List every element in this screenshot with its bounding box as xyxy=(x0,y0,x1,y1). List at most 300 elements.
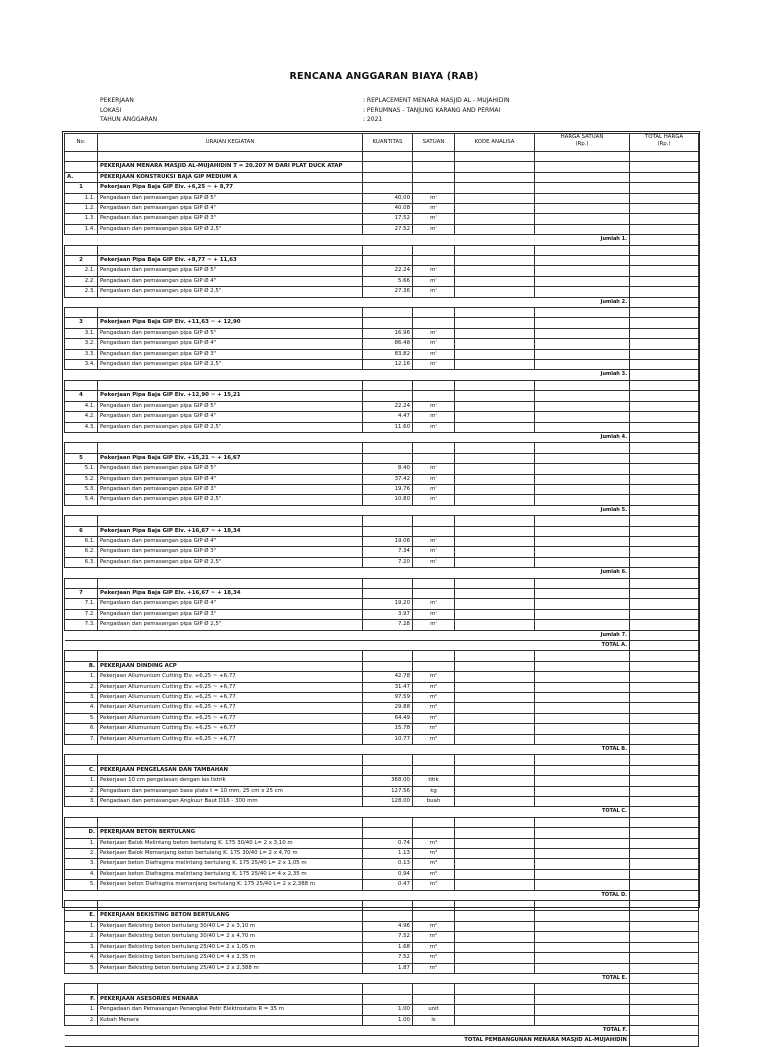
row-harga-satuan xyxy=(535,734,630,744)
blank-row xyxy=(65,152,699,162)
row-total-harga xyxy=(630,547,699,557)
blank-cell xyxy=(455,308,535,318)
blank-cell xyxy=(65,380,98,390)
row-description: Pekerjaan Allumunium Cutting Elv. +6,25 ~ +6,77 xyxy=(98,672,363,682)
row-total-harga xyxy=(630,193,699,203)
blank-cell xyxy=(455,443,535,453)
row-unit: buah xyxy=(413,797,455,807)
row-description: Pekerjaan Balok Memanjang beton bertulang K. 175 30/40 L= 2 x 4,70 m xyxy=(98,849,363,859)
blank-cell xyxy=(413,308,455,318)
row-unit: m' xyxy=(413,266,455,276)
row-description: Pekerjaan Pipa Baja GIP Elv. +8,77 ~ + 11,63 xyxy=(98,256,363,266)
row-harga-satuan xyxy=(535,214,630,224)
total-harga-cell xyxy=(630,1025,699,1035)
row-description: Pengadaan dan pemasangan pipa GIP Ø 5" xyxy=(98,266,363,276)
meta-value-pekerjaan: : REPLACEMENT MENARA MASJID AL - MUJAHIDIN xyxy=(363,97,510,104)
row-description: Pekerjaan Pipa Baja GIP Elv. +11,63 ~ + 12,90 xyxy=(98,318,363,328)
row-harga-satuan xyxy=(535,921,630,931)
row-kode-analisa xyxy=(455,849,535,859)
row-number: 3. xyxy=(65,693,98,703)
blank-cell xyxy=(363,984,413,994)
blank-cell xyxy=(535,308,630,318)
row-description: Pengadaan dan pemasangan base plate t = 10 mm, 25 cm x 25 cm xyxy=(98,786,363,796)
row-quantity: 19.06 xyxy=(363,536,413,546)
row-unit: m' xyxy=(413,547,455,557)
blank-cell xyxy=(98,443,363,453)
blank-cell xyxy=(455,984,535,994)
total-harga-cell xyxy=(630,568,699,578)
row-unit xyxy=(413,911,455,921)
blank-cell xyxy=(630,817,699,827)
blank-cell xyxy=(630,651,699,661)
header-total-harga: TOTAL HARGA (Rp.) xyxy=(630,134,699,152)
row-harga-satuan xyxy=(535,703,630,713)
row-number: 6.2. xyxy=(65,547,98,557)
blank-cell xyxy=(630,578,699,588)
blank-cell xyxy=(455,380,535,390)
row-harga-satuan xyxy=(535,266,630,276)
row-unit: m' xyxy=(413,328,455,338)
row-number: 2.2. xyxy=(65,276,98,286)
row-unit xyxy=(413,661,455,671)
blank-cell xyxy=(413,755,455,765)
row-number: D. xyxy=(65,828,98,838)
row-description: Pengadaan dan pemasangan pipa GIP Ø 4" xyxy=(98,339,363,349)
row-total-harga xyxy=(630,859,699,869)
row-unit: m² xyxy=(413,713,455,723)
table-row xyxy=(65,734,699,744)
row-total-harga xyxy=(630,620,699,630)
blank-cell xyxy=(65,901,98,911)
row-harga-satuan xyxy=(535,682,630,692)
row-number: 1 xyxy=(65,183,98,193)
blank-cell xyxy=(630,245,699,255)
row-kode-analisa xyxy=(455,765,535,775)
blank-cell xyxy=(630,755,699,765)
blank-cell xyxy=(535,443,630,453)
row-harga-satuan xyxy=(535,526,630,536)
row-unit xyxy=(413,183,455,193)
total-harga-cell xyxy=(630,505,699,515)
row-number: 4. xyxy=(65,953,98,963)
blank-cell xyxy=(413,516,455,526)
row-description: Pekerjaan Balok Melintang beton bertulang K. 175 30/40 L= 2 x 3,10 m xyxy=(98,838,363,848)
blank-row xyxy=(65,578,699,588)
blank-cell xyxy=(630,308,699,318)
row-total-harga xyxy=(630,256,699,266)
row-unit: m' xyxy=(413,495,455,505)
blank-cell xyxy=(535,755,630,765)
row-unit: m³ xyxy=(413,859,455,869)
blank-row xyxy=(65,380,699,390)
row-unit: m² xyxy=(413,942,455,952)
row-number: 2. xyxy=(65,1015,98,1025)
row-total-harga xyxy=(630,453,699,463)
total-harga-cell xyxy=(630,973,699,983)
row-unit xyxy=(413,588,455,598)
row-harga-satuan xyxy=(535,453,630,463)
row-total-harga xyxy=(630,412,699,422)
row-description: Pekerjaan Bekisting beton bertulang 25/40 L= 2 x 1,05 m xyxy=(98,942,363,952)
row-quantity xyxy=(363,911,413,921)
row-description: Pekerjaan 10 cm pengelasan dengan las listrik xyxy=(98,776,363,786)
row-number xyxy=(65,162,98,172)
row-total-harga xyxy=(630,713,699,723)
row-kode-analisa xyxy=(455,328,535,338)
row-harga-satuan xyxy=(535,859,630,869)
row-number: 2. xyxy=(65,786,98,796)
row-unit: m' xyxy=(413,536,455,546)
row-quantity: 1.00 xyxy=(363,1015,413,1025)
row-number: 3.2. xyxy=(65,339,98,349)
row-kode-analisa xyxy=(455,828,535,838)
table-row xyxy=(65,339,699,349)
row-unit: m³ xyxy=(413,838,455,848)
row-harga-satuan xyxy=(535,932,630,942)
blank-cell xyxy=(630,380,699,390)
row-number: 4 xyxy=(65,391,98,401)
blank-row xyxy=(65,817,699,827)
row-quantity xyxy=(363,661,413,671)
row-description: Pekerjaan beton Diafragma memanjang bertulang K. 175 25/40 L= 2 x 2,388 m xyxy=(98,880,363,890)
row-kode-analisa xyxy=(455,786,535,796)
row-unit xyxy=(413,765,455,775)
row-quantity: 7.28 xyxy=(363,620,413,630)
row-quantity xyxy=(363,453,413,463)
row-harga-satuan xyxy=(535,693,630,703)
subtotal-label: Jumlah 7. xyxy=(65,630,630,640)
row-total-harga xyxy=(630,276,699,286)
row-kode-analisa xyxy=(455,172,535,182)
blank-cell xyxy=(363,380,413,390)
row-number: 7.3. xyxy=(65,620,98,630)
row-total-harga xyxy=(630,318,699,328)
total-harga-cell xyxy=(630,297,699,307)
rab-table xyxy=(64,133,699,1047)
row-description: PEKERJAAN KONSTRUKSI BAJA GIP MEDIUM A xyxy=(98,172,363,182)
subtotal-label: TOTAL E. xyxy=(65,973,630,983)
row-number: 1.3. xyxy=(65,214,98,224)
meta-label-lokasi: LOKASI xyxy=(100,106,122,114)
row-description: Pekerjaan Allumunium Cutting Elv. +6,25 ~ +6,77 xyxy=(98,703,363,713)
blank-cell xyxy=(455,651,535,661)
table-row xyxy=(65,412,699,422)
row-harga-satuan xyxy=(535,609,630,619)
row-number: 5.4. xyxy=(65,495,98,505)
row-quantity xyxy=(363,765,413,775)
row-kode-analisa xyxy=(455,1005,535,1015)
row-description: Pengadaan dan pemasangan pipa GIP Ø 4" xyxy=(98,276,363,286)
row-total-harga xyxy=(630,963,699,973)
row-harga-satuan xyxy=(535,713,630,723)
row-total-harga xyxy=(630,869,699,879)
row-unit: m' xyxy=(413,214,455,224)
table-row xyxy=(65,921,699,931)
blank-cell xyxy=(98,380,363,390)
row-unit: m' xyxy=(413,401,455,411)
blank-cell xyxy=(363,245,413,255)
row-total-harga xyxy=(630,474,699,484)
total-harga-cell xyxy=(630,432,699,442)
row-unit: m' xyxy=(413,349,455,359)
row-unit xyxy=(413,318,455,328)
row-total-harga xyxy=(630,162,699,172)
total-harga-cell xyxy=(630,235,699,245)
row-kode-analisa xyxy=(455,953,535,963)
row-total-harga xyxy=(630,942,699,952)
row-kode-analisa xyxy=(455,360,535,370)
row-number: 5.1. xyxy=(65,464,98,474)
row-quantity: 7.34 xyxy=(363,547,413,557)
subtotal-label: Jumlah 4. xyxy=(65,432,630,442)
row-harga-satuan xyxy=(535,1005,630,1015)
row-total-harga xyxy=(630,464,699,474)
subtotal-row xyxy=(65,235,699,245)
table-row xyxy=(65,869,699,879)
table-row xyxy=(65,849,699,859)
row-quantity: 97.59 xyxy=(363,693,413,703)
row-quantity: 128.00 xyxy=(363,797,413,807)
row-number: 5.2. xyxy=(65,474,98,484)
table-row xyxy=(65,713,699,723)
row-description: PEKERJAAN BEKISTING BETON BERTULANG xyxy=(98,911,363,921)
row-kode-analisa xyxy=(455,464,535,474)
row-unit: m² xyxy=(413,703,455,713)
row-number: 1. xyxy=(65,672,98,682)
total-harga-cell xyxy=(630,890,699,900)
row-total-harga xyxy=(630,391,699,401)
row-unit: m³ xyxy=(413,869,455,879)
blank-cell xyxy=(98,152,363,162)
row-kode-analisa xyxy=(455,401,535,411)
row-harga-satuan xyxy=(535,422,630,432)
table-row xyxy=(65,786,699,796)
blank-cell xyxy=(363,443,413,453)
row-unit: m² xyxy=(413,932,455,942)
subtotal-row xyxy=(65,1025,699,1035)
row-description: Pekerjaan Pipa Baja GIP Elv. +16,67 ~ + 18,34 xyxy=(98,588,363,598)
blank-row xyxy=(65,308,699,318)
row-unit xyxy=(413,453,455,463)
blank-row xyxy=(65,651,699,661)
table-row xyxy=(65,953,699,963)
row-quantity xyxy=(363,994,413,1004)
row-total-harga xyxy=(630,765,699,775)
row-total-harga xyxy=(630,672,699,682)
table-body xyxy=(65,152,699,1047)
row-harga-satuan xyxy=(535,349,630,359)
row-unit: m' xyxy=(413,609,455,619)
row-harga-satuan xyxy=(535,401,630,411)
subtotal-label: Jumlah 6. xyxy=(65,568,630,578)
row-kode-analisa xyxy=(455,547,535,557)
row-description: Pengadaan dan pemasangan pipa GIP Ø 5" xyxy=(98,401,363,411)
row-unit xyxy=(413,526,455,536)
row-kode-analisa xyxy=(455,422,535,432)
blank-cell xyxy=(630,901,699,911)
row-quantity: 11.60 xyxy=(363,422,413,432)
blank-cell xyxy=(535,817,630,827)
row-description: Pekerjaan Allumunium Cutting Elv. +6,25 ~ +6,77 xyxy=(98,724,363,734)
table-row xyxy=(65,797,699,807)
row-number: 4.1. xyxy=(65,401,98,411)
row-total-harga xyxy=(630,703,699,713)
row-harga-satuan xyxy=(535,963,630,973)
subtotal-row xyxy=(65,807,699,817)
row-description: Pengadaan dan pemasangan pipa GIP Ø 3" xyxy=(98,484,363,494)
row-description: Pekerjaan beton Diafragma melintang bertulang K. 175 25/40 L= 4 x 2,35 m xyxy=(98,869,363,879)
row-harga-satuan xyxy=(535,495,630,505)
row-quantity: 0.94 xyxy=(363,869,413,879)
section-header-row xyxy=(65,911,699,921)
row-description: Pengadaan dan pemasangan pipa GIP Ø 3" xyxy=(98,349,363,359)
row-harga-satuan xyxy=(535,765,630,775)
blank-cell xyxy=(65,651,98,661)
row-harga-satuan xyxy=(535,204,630,214)
meta-values xyxy=(363,96,510,125)
row-total-harga xyxy=(630,994,699,1004)
subtotal-row xyxy=(65,568,699,578)
row-kode-analisa xyxy=(455,204,535,214)
row-total-harga xyxy=(630,214,699,224)
table-row xyxy=(65,693,699,703)
row-harga-satuan xyxy=(535,557,630,567)
row-number: 5.3. xyxy=(65,484,98,494)
row-description: Pengadaan dan pemasangan pipa GIP Ø 4" xyxy=(98,536,363,546)
table-row xyxy=(65,599,699,609)
row-number: 5 xyxy=(65,453,98,463)
subtotal-row xyxy=(65,630,699,640)
row-kode-analisa xyxy=(455,453,535,463)
table-row xyxy=(65,401,699,411)
row-unit: m² xyxy=(413,672,455,682)
blank-cell xyxy=(413,984,455,994)
row-quantity xyxy=(363,588,413,598)
section-header-row xyxy=(65,453,699,463)
total-harga-cell xyxy=(630,640,699,650)
row-total-harga xyxy=(630,557,699,567)
row-unit: m² xyxy=(413,682,455,692)
row-unit: m' xyxy=(413,204,455,214)
row-quantity: 16.96 xyxy=(363,328,413,338)
row-kode-analisa xyxy=(455,942,535,952)
row-kode-analisa xyxy=(455,994,535,1004)
row-kode-analisa xyxy=(455,495,535,505)
row-description: Pekerjaan beton Diafragma melintang bertulang K. 175 25/40 L= 2 x 1,05 m xyxy=(98,859,363,869)
row-description: Pengadaan dan Pemasangan Penangkal Petir Elektrostatis R = 35 m xyxy=(98,1005,363,1015)
table-row xyxy=(65,193,699,203)
row-number: F. xyxy=(65,994,98,1004)
subtotal-row xyxy=(65,745,699,755)
blank-cell xyxy=(413,380,455,390)
row-number: 4.3. xyxy=(65,422,98,432)
blank-cell xyxy=(98,245,363,255)
subtotal-row xyxy=(65,890,699,900)
row-description: Pekerjaan Allumunium Cutting Elv. +6,25 ~ +6,77 xyxy=(98,713,363,723)
row-quantity: 37.42 xyxy=(363,474,413,484)
row-description: Pengadaan dan pemasangan pipa GIP Ø 5" xyxy=(98,328,363,338)
blank-cell xyxy=(413,152,455,162)
row-unit xyxy=(413,994,455,1004)
section-header-row xyxy=(65,526,699,536)
row-unit: m² xyxy=(413,921,455,931)
table-row xyxy=(65,609,699,619)
row-number: 2. xyxy=(65,932,98,942)
row-kode-analisa xyxy=(455,682,535,692)
row-number: 5. xyxy=(65,713,98,723)
row-kode-analisa xyxy=(455,224,535,234)
row-harga-satuan xyxy=(535,599,630,609)
row-quantity: 12.16 xyxy=(363,360,413,370)
row-number: 1. xyxy=(65,1005,98,1015)
row-total-harga xyxy=(630,609,699,619)
row-quantity: 31.47 xyxy=(363,682,413,692)
row-harga-satuan xyxy=(535,953,630,963)
row-number: 3.4. xyxy=(65,360,98,370)
row-number: 1. xyxy=(65,921,98,931)
blank-cell xyxy=(65,755,98,765)
section-header-row xyxy=(65,183,699,193)
row-kode-analisa xyxy=(455,693,535,703)
row-total-harga xyxy=(630,599,699,609)
row-kode-analisa xyxy=(455,599,535,609)
row-total-harga xyxy=(630,953,699,963)
blank-cell xyxy=(413,245,455,255)
row-description: Pengadaan dan pemasangan pipa GIP Ø 3" xyxy=(98,609,363,619)
row-unit: m² xyxy=(413,963,455,973)
table-row xyxy=(65,859,699,869)
blank-row xyxy=(65,443,699,453)
row-total-harga xyxy=(630,328,699,338)
row-harga-satuan xyxy=(535,547,630,557)
row-kode-analisa xyxy=(455,703,535,713)
row-kode-analisa xyxy=(455,609,535,619)
row-harga-satuan xyxy=(535,474,630,484)
section-header-row xyxy=(65,765,699,775)
blank-cell xyxy=(630,516,699,526)
table-row xyxy=(65,495,699,505)
row-total-harga xyxy=(630,422,699,432)
row-description: PEKERJAAN MENARA MASJID AL-MUJAHIDIN T = 20.207 M DARI PLAT DUCK ATAP xyxy=(98,162,363,172)
row-unit: m' xyxy=(413,276,455,286)
section-header-row xyxy=(65,828,699,838)
row-number: 7.1. xyxy=(65,599,98,609)
row-total-harga xyxy=(630,536,699,546)
row-total-harga xyxy=(630,204,699,214)
row-kode-analisa xyxy=(455,484,535,494)
row-quantity: 1.00 xyxy=(363,1005,413,1015)
row-unit: m' xyxy=(413,287,455,297)
row-unit: m' xyxy=(413,464,455,474)
table-row xyxy=(65,536,699,546)
subtotal-label: Jumlah 2. xyxy=(65,297,630,307)
row-harga-satuan xyxy=(535,911,630,921)
row-description: Pengadaan dan pemasangan pipa GIP Ø 2,5" xyxy=(98,287,363,297)
row-kode-analisa xyxy=(455,318,535,328)
row-harga-satuan xyxy=(535,776,630,786)
row-harga-satuan xyxy=(535,661,630,671)
row-total-harga xyxy=(630,849,699,859)
row-kode-analisa xyxy=(455,536,535,546)
row-description: Pekerjaan Allumunium Cutting Elv. +6,25 ~ +6,77 xyxy=(98,693,363,703)
table-row xyxy=(65,287,699,297)
section-header-row xyxy=(65,162,699,172)
header-uraian: URAIAN KEGIATAN xyxy=(98,134,363,152)
table-row xyxy=(65,484,699,494)
row-description: Pengadaan dan pemasangan pipa GIP Ø 2,5" xyxy=(98,557,363,567)
row-quantity: 86.48 xyxy=(363,339,413,349)
row-unit xyxy=(413,172,455,182)
